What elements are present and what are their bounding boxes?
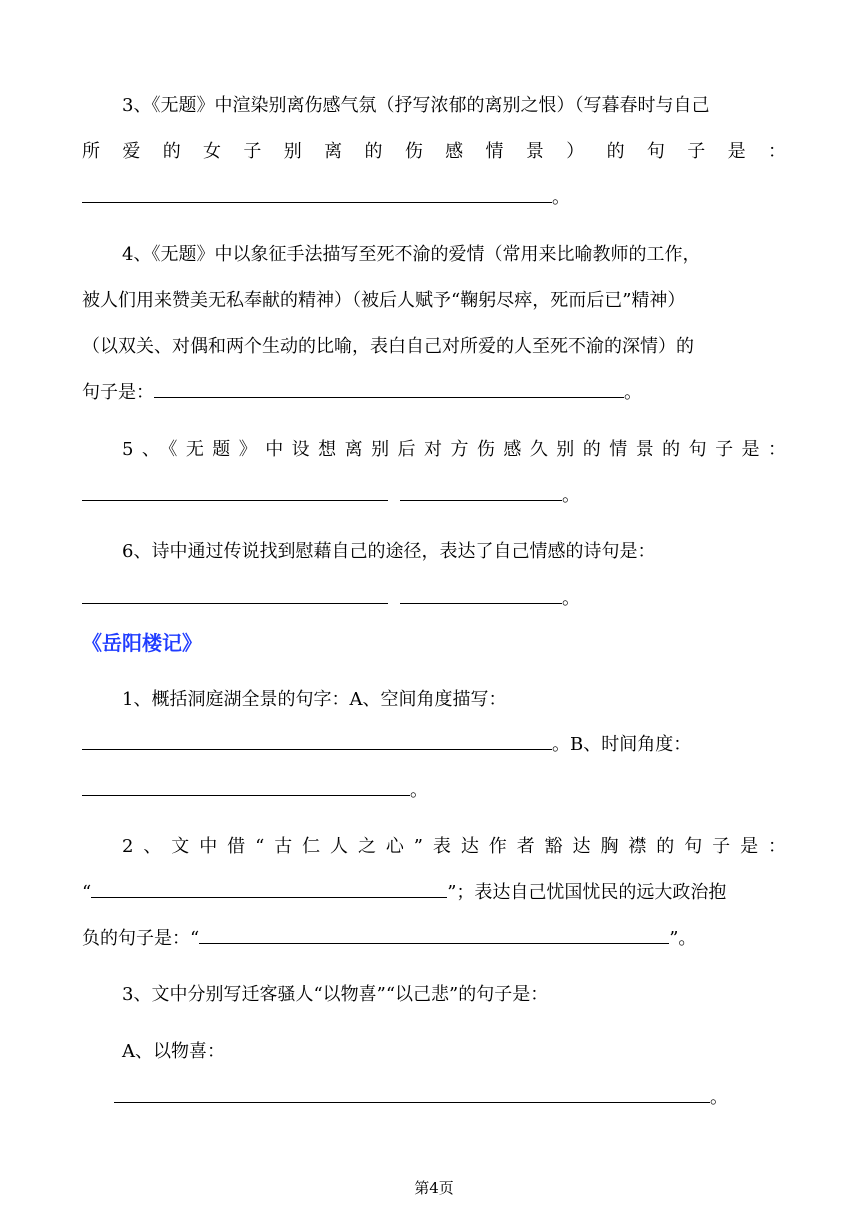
q6-answer-blank-2[interactable] — [400, 585, 562, 604]
y1-period: 。 — [410, 780, 428, 801]
q3-text-line-2: 所 爱 的 女 子 别 离 的 伤 感 情 景 ） 的 句 子 是 ： — [82, 141, 786, 162]
y3-period: 。 — [710, 1087, 728, 1108]
y3-text-line-1: 3、文中分别写迁客骚人“以物喜”“以己悲”的句子是： — [122, 984, 549, 1005]
q5-answer-line — [82, 481, 786, 511]
y1-answer-line-1 — [82, 730, 786, 760]
q5-answer-blank-1[interactable] — [82, 482, 388, 501]
q6-period: 。 — [562, 588, 580, 609]
y2-answer-blank-1[interactable] — [91, 879, 447, 898]
y3-sub-a-label: A、以物喜： — [122, 1041, 225, 1062]
page-number: 第4页 — [414, 1179, 454, 1197]
q3-text-line-1: 3、《无题》中渲染别离伤感气氛（抒写浓郁的离别之恨）（写暮春时与自己 — [122, 95, 710, 116]
y3-answer-line — [114, 1083, 786, 1113]
q6-answer-blank-1[interactable] — [82, 585, 388, 604]
q5-text-line-1: 5、《无题》中设想离别后对方伤感久别的情景的句子是： — [122, 439, 786, 460]
y1-answer-blank-b[interactable] — [82, 777, 410, 796]
q4-period: 。 — [624, 382, 642, 403]
y2-text-line-2 — [82, 878, 786, 908]
q3-answer-line — [82, 183, 786, 213]
y2-line-3-prefix: 负的句子是：“ — [82, 928, 200, 949]
q6-answer-line — [82, 584, 786, 614]
q6-text-line-1: 6、诗中通过传说找到慰藉自己的途径，表达了自己情感的诗句是： — [122, 541, 656, 562]
y2-text-line-3 — [82, 924, 786, 954]
y2-answer-blank-2[interactable] — [199, 925, 669, 944]
y2-line-3-end: ”。 — [669, 928, 697, 949]
q5-period: 。 — [562, 485, 580, 506]
q3-period: 。 — [552, 187, 570, 208]
q3-answer-blank[interactable] — [82, 184, 552, 203]
y1-answer-line-2 — [82, 776, 786, 806]
q4-answer-blank[interactable] — [154, 379, 624, 398]
q4-text-line-3: （以双关、对偶和两个生动的比喻，表白自己对所爱的人至死不渝的深情）的 — [82, 336, 694, 357]
y1-text-line-1: 1、概括洞庭湖全景的句字：A、空间角度描写： — [122, 689, 507, 710]
y3-answer-blank-a[interactable] — [114, 1084, 710, 1103]
y1-part-b-label: 。B、时间角度： — [552, 734, 692, 755]
y2-open-quote: “ — [82, 882, 92, 903]
section-title: 《岳阳楼记》 — [82, 631, 202, 655]
q4-answer-line — [82, 378, 786, 408]
y2-line-2-rest: ”；表达自己忧国忧民的远大政治抱 — [447, 882, 727, 903]
q4-text-line-1: 4、《无题》中以象征手法描写至死不渝的爱情（常用来比喻教师的工作， — [122, 244, 701, 265]
q4-prefix: 句子是： — [82, 382, 154, 403]
y1-answer-blank-a[interactable] — [82, 731, 552, 750]
q5-answer-blank-2[interactable] — [400, 482, 562, 501]
q4-text-line-2: 被人们用来赞美无私奉献的精神）（被后人赋予“鞠躬尽瘁，死而后已”精神） — [82, 290, 686, 311]
y2-text-line-1: 2、文中借“古仁人之心”表达作者豁达胸襟的句子是： — [122, 836, 786, 857]
